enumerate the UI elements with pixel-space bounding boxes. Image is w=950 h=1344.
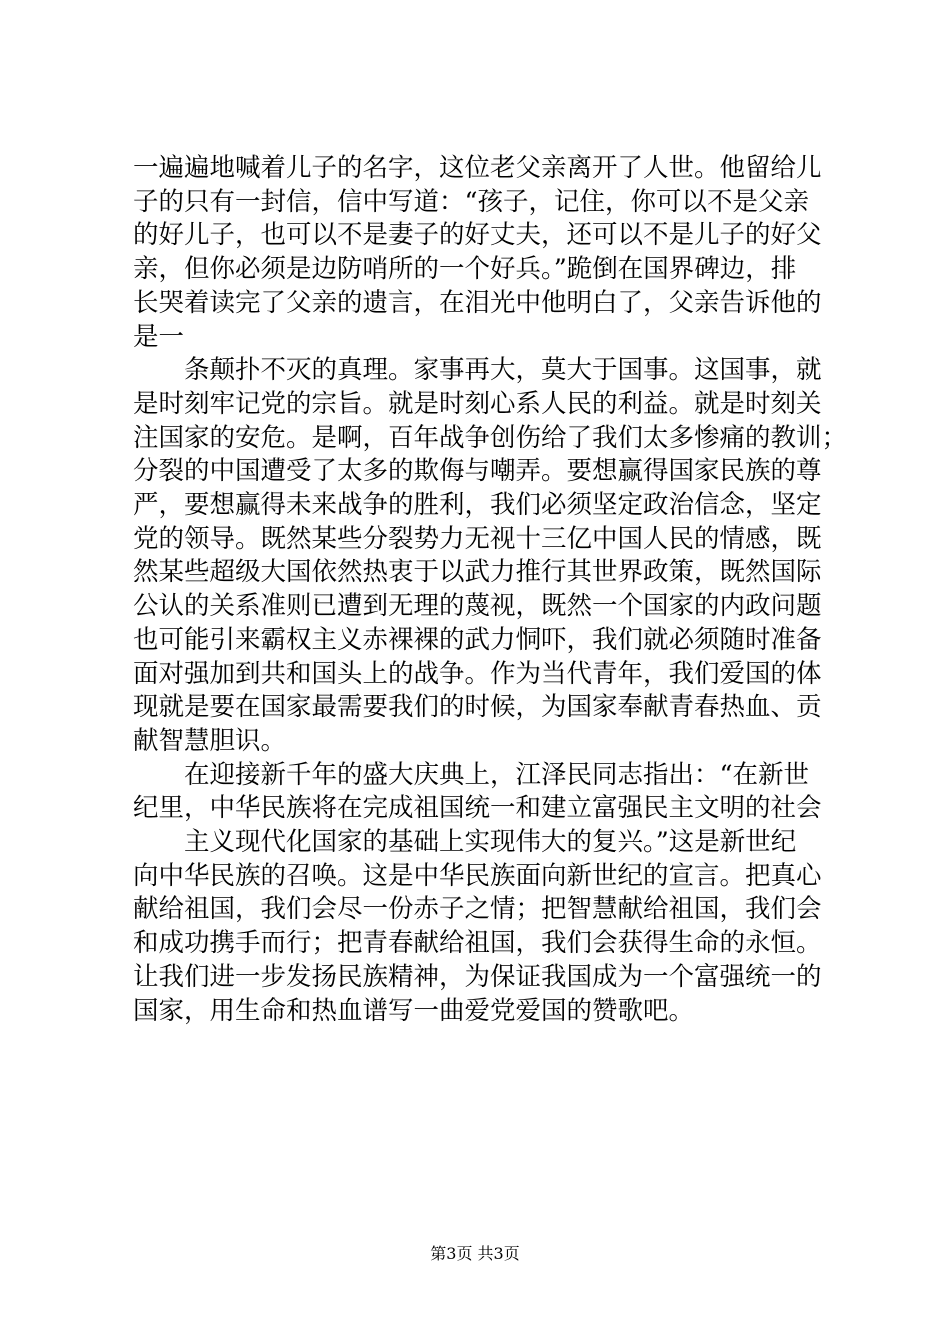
body-line-indented: 条颠扑不灭的真理。家事再大，莫大于国事。这国事，就: [184, 355, 822, 386]
body-line-indented: 在迎接新千年的盛大庆典上，江泽民同志指出：“在新世: [184, 759, 810, 790]
body-line: 和成功携手而行；把青春献给祖国，我们会获得生命的永恒。: [133, 928, 822, 959]
document-body: [133, 152, 848, 1028]
body-line: 长哭着读完了父亲的遗言，在泪光中他明白了，父亲告诉他的: [133, 287, 822, 318]
body-line: 向中华民族的召唤。这是中华民族面向新世纪的宣言。把真心: [133, 860, 822, 891]
body-line: 是时刻牢记党的宗旨。就是时刻心系人民的利益。就是时刻关: [133, 388, 822, 419]
body-line: 严，要想赢得未来战争的胜利，我们必须坚定政治信念，坚定: [133, 490, 822, 521]
body-line: 子的只有一封信，信中写道：“孩子，记住，你可以不是父亲: [133, 186, 810, 217]
body-line: 注国家的安危。是啊，百年战争创伤给了我们太多惨痛的教训；: [133, 422, 848, 453]
body-line: 献智慧胆识。: [133, 725, 287, 756]
body-line: 然某些超级大国依然热衷于以武力推行其世界政策，既然国际: [133, 557, 822, 588]
body-line-indented: 主义现代化国家的基础上实现伟大的复兴。”这是新世纪: [184, 827, 797, 858]
body-line: 公认的关系准则已遭到无理的蔑视，既然一个国家的内政问题: [133, 591, 822, 622]
body-line: 面对强加到共和国头上的战争。作为当代青年，我们爱国的体: [133, 658, 822, 689]
page-number-footer: 第3页 共3页: [430, 1244, 520, 1263]
body-line: 一遍遍地喊着儿子的名字，这位老父亲离开了人世。他留给儿: [133, 153, 822, 183]
body-line: 分裂的中国遭受了太多的欺侮与嘲弄。要想赢得国家民族的尊: [133, 456, 822, 487]
body-line: 党的领导。既然某些分裂势力无视十三亿中国人民的情感，既: [133, 523, 822, 554]
body-line: 纪里，中华民族将在完成祖国统一和建立富强民主文明的社会: [133, 793, 822, 824]
body-line: 的好儿子，也可以不是妻子的好丈夫，还可以不是儿子的好父: [133, 220, 822, 251]
body-line: 献给祖国，我们会尽一份赤子之情；把智慧献给祖国，我们会: [133, 894, 822, 925]
body-line: 现就是要在国家最需要我们的时候，为国家奉献青春热血、贡: [133, 692, 822, 723]
body-line: 亲，但你必须是边防哨所的一个好兵。”跪倒在国界碑边，排: [133, 254, 797, 285]
body-line: 是一: [133, 321, 185, 352]
body-line: 国家，用生命和热血谱写一曲爱党爱国的赞歌吧。: [133, 995, 695, 1026]
body-line: 让我们进一步发扬民族精神，为保证我国成为一个富强统一的: [133, 961, 822, 992]
body-line: 也可能引来霸权主义赤裸裸的武力恫吓，我们就必须随时准备: [133, 624, 822, 655]
